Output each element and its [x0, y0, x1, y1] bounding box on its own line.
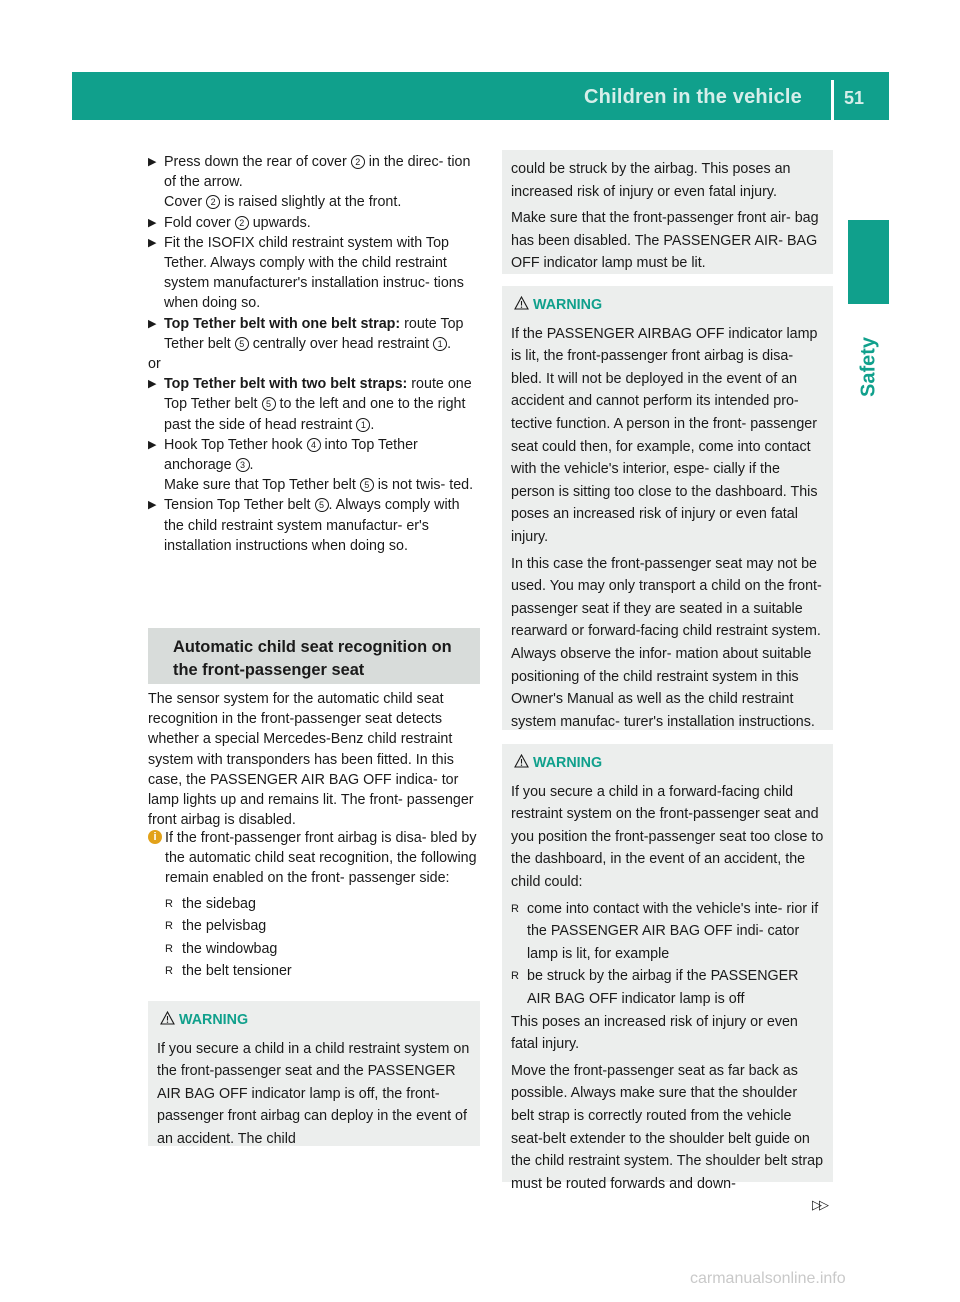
callout-number: 5: [262, 397, 276, 411]
callout-number: 5: [235, 337, 249, 351]
warning-text: Make sure that the front-passenger front air- bag has been disabled. The PASSENGER AIR- BAG OFF indicator lamp must be lit.: [511, 210, 819, 272]
instruction-step: ▶ Top Tether belt with one belt strap: route Top Tether belt 5 centrally over head restraint 1 .: [148, 315, 464, 352]
bullet-icon: R: [165, 897, 173, 910]
bullet-icon: R: [511, 902, 519, 915]
warning-triangle-icon: [514, 296, 529, 310]
callout-number: 2: [235, 216, 249, 230]
info-icon: i: [148, 830, 162, 844]
callout-number: 5: [315, 498, 329, 512]
note-bullet-list: [148, 893, 480, 983]
bullet-icon: R: [511, 970, 519, 983]
callout-number: 3: [236, 458, 250, 472]
info-note: [148, 828, 480, 983]
warning-text: If the PASSENGER AIRBAG OFF indicator lamp is lit, the front-passenger front airbag is disa- bled. It will not be deployed in the event of an accident and cannot perform its intended pro- tective function. A person in the front- passenger seat could then, for example, come into contact with the vehicle's interior, espe- cially if the person is sitting too close to the dashboard. This poses an increased risk of injury or even fatal injury.: [511, 325, 818, 545]
step-arrow-icon: ▶: [148, 236, 157, 249]
instruction-steps: [148, 152, 480, 556]
header-bar: [72, 72, 889, 120]
warning-title: WARNING: [157, 1009, 471, 1032]
callout-number: 2: [206, 195, 220, 209]
warning-text: This poses an increased risk of injury or even fatal injury.: [511, 1013, 798, 1053]
step-arrow-icon: ▶: [148, 317, 157, 330]
warning-text: If you secure a child in a forward-facing child restraint system on the front-passenger seat and you position the front-passenger seat too close to the dashboard, in the event of an accident, the child could:: [511, 783, 824, 890]
section-label: Safety: [857, 336, 880, 398]
warning-text: Move the front-passenger seat as far back as possible. Always make sure that the shoulder belt strap is correctly routed from the vehicle seat-belt extender to the shoulder belt guide on the child restraint system. The shoulder belt strap must be routed forwards and down-: [511, 1062, 824, 1192]
header-divider: [831, 80, 834, 120]
list-item: R the belt tensioner: [165, 960, 480, 983]
chapter-title: Children in the vehicle: [584, 86, 802, 108]
bullet-icon: R: [165, 965, 173, 978]
callout-number: 5: [360, 478, 374, 492]
callout-number: 1: [356, 418, 370, 432]
page-number: 51: [844, 88, 865, 108]
watermark-text: carmanualsonline.info: [690, 1270, 846, 1287]
bullet-icon: R: [165, 942, 173, 955]
instruction-step: ▶ Fit the ISOFIX child restraint system with Top Tether. Always comply with the child restraint system manufacturer's installation instruc- tions when doing so.: [148, 234, 464, 312]
section-paragraph: The sensor system for the automatic child seat recognition in the front-passenger seat detects whether a special Mercedes-Benz child restraint system with transponders has been fitted. In this case, the PASSENGER AIR BAG OFF indica- tor lamp lights up and remains lit. The front- passenger front airbag is disabled.: [148, 691, 474, 829]
list-item: R the pelvisbag: [165, 915, 480, 938]
warning-bullet-list: [511, 898, 824, 1011]
warning-triangle-icon: [514, 754, 529, 768]
callout-number: 2: [351, 155, 365, 169]
list-item: R the sidebag: [165, 893, 480, 916]
section-heading: Automatic child seat recognition on the front-passenger seat: [173, 638, 452, 679]
list-item: R be struck by the airbag if the PASSENGER AIR BAG OFF indicator lamp is off: [511, 965, 824, 1010]
instruction-step: ▶ Top Tether belt with two belt straps: route one Top Tether belt 5 to the left and one to the right past the side of head restraint 1 .: [148, 376, 472, 433]
bullet-icon: R: [165, 920, 173, 933]
warning-title: WARNING: [511, 294, 824, 317]
or-label: or: [148, 356, 161, 373]
instruction-step: ▶ Press down the rear of cover 2 in the direc- tion of the arrow. Cover 2 is raised slightly at the front.: [148, 154, 471, 211]
warning-box-1-continued: [502, 150, 833, 274]
step-arrow-icon: ▶: [148, 216, 157, 229]
warning-title: WARNING: [511, 752, 824, 775]
warning-text: If you secure a child in a child restraint system on the front-passenger seat and the PASSENGER AIR BAG OFF indicator lamp is off, the front-passenger front airbag can deploy in the event of an accident. The child: [157, 1040, 470, 1147]
callout-number: 4: [307, 438, 321, 452]
section-tab: [848, 220, 889, 304]
warning-box-2: [502, 286, 833, 730]
step-arrow-icon: ▶: [148, 499, 157, 512]
instruction-step: ▶ Hook Top Tether hook 4 into Top Tether anchorage 3 . Make sure that Top Tether belt 5 is not twis- ted.: [148, 436, 474, 494]
instruction-step: ▶ Tension Top Tether belt 5 . Always comply with the child restraint system manufactur- er's installation instructions when doing so.: [148, 497, 460, 554]
warning-box-3: [502, 744, 833, 1192]
step-arrow-icon: ▶: [148, 438, 157, 451]
warning-box-1: [148, 1001, 480, 1146]
list-item: R come into contact with the vehicle's inte- rior if the PASSENGER AIR BAG OFF indi- cator lamp is lit, for example: [511, 898, 824, 966]
warning-text: could be struck by the airbag. This poses an increased risk of injury or even fatal injury.: [511, 161, 791, 200]
callout-number: 1: [433, 337, 447, 351]
instruction-step: ▶ Fold cover 2 upwards.: [148, 213, 480, 233]
note-text: If the front-passenger front airbag is disa- bled by the automatic child seat recognition, the following remain enabled on the front- passenger side:: [165, 830, 477, 887]
step-arrow-icon: ▶: [148, 378, 157, 391]
continue-marker: ▷▷: [812, 1197, 826, 1212]
warning-triangle-icon: [160, 1011, 175, 1025]
step-arrow-icon: ▶: [148, 156, 157, 168]
list-item: R the windowbag: [165, 938, 480, 961]
warning-text: In this case the front-passenger seat may not be used. You may only transport a child on the front-passenger seat if they are seated in a suitable rearward or forward-facing child restraint system. Always observe the infor- mation about suitable positioning of the child restraint system in this Owner's Manual as well as the child restraint system manufac- turer's installation instructions.: [511, 555, 822, 730]
